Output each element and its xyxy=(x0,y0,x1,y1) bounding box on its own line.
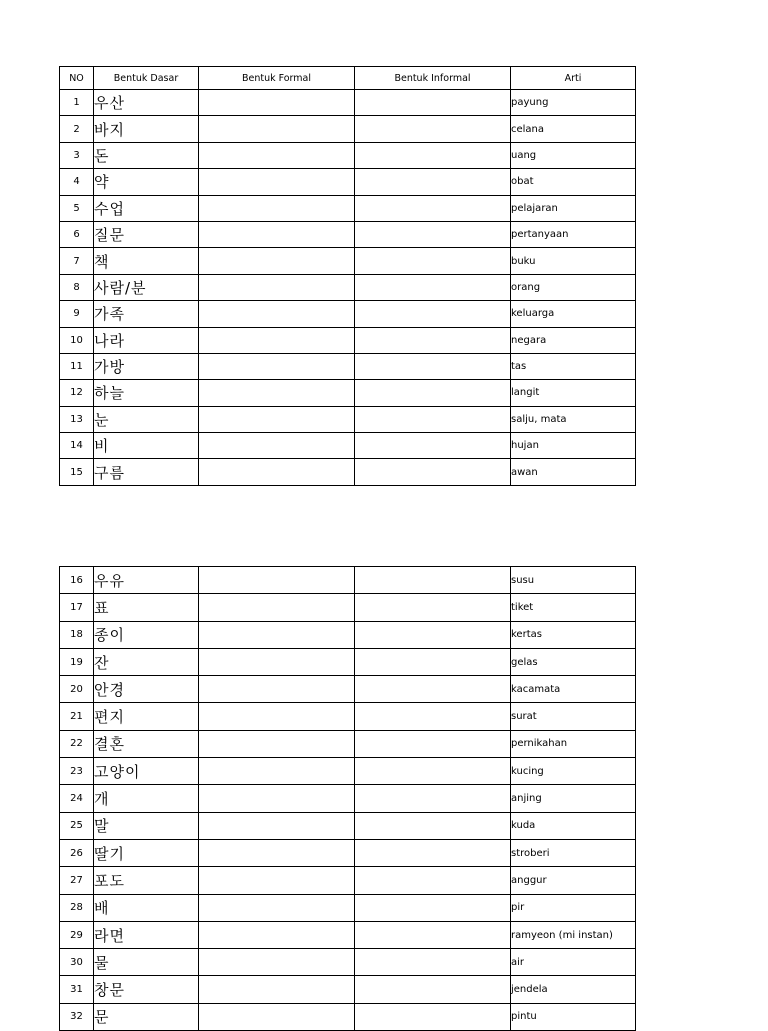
bentuk-dasar-cell: 약 xyxy=(94,169,199,195)
bentuk-informal-cell[interactable] xyxy=(355,621,511,648)
row-number: 16 xyxy=(60,567,94,594)
bentuk-informal-cell[interactable] xyxy=(355,949,511,976)
arti-cell: kucing xyxy=(511,758,636,785)
bentuk-informal-cell[interactable] xyxy=(355,867,511,894)
bentuk-formal-cell[interactable] xyxy=(199,621,355,648)
row-number: 15 xyxy=(60,459,94,485)
table-row xyxy=(60,949,636,976)
row-number: 32 xyxy=(60,1003,94,1030)
header-arti: Arti xyxy=(511,67,636,90)
row-number: 23 xyxy=(60,758,94,785)
bentuk-dasar-cell: 책 xyxy=(94,248,199,274)
arti-cell: salju, mata xyxy=(511,406,636,432)
table-row xyxy=(60,459,636,485)
bentuk-formal-cell[interactable] xyxy=(199,867,355,894)
bentuk-informal-cell[interactable] xyxy=(355,459,511,485)
table-row xyxy=(60,274,636,300)
bentuk-dasar-cell: 종이 xyxy=(94,621,199,648)
arti-cell: anjing xyxy=(511,785,636,812)
bentuk-formal-cell[interactable] xyxy=(199,1003,355,1030)
row-number: 6 xyxy=(60,221,94,247)
row-number: 21 xyxy=(60,703,94,730)
bentuk-dasar-cell: 나라 xyxy=(94,327,199,353)
bentuk-dasar-cell: 배 xyxy=(94,894,199,921)
bentuk-formal-cell[interactable] xyxy=(199,248,355,274)
arti-cell: anggur xyxy=(511,867,636,894)
row-number: 17 xyxy=(60,594,94,621)
row-number: 26 xyxy=(60,839,94,866)
row-number: 24 xyxy=(60,785,94,812)
bentuk-informal-cell[interactable] xyxy=(355,248,511,274)
row-number: 3 xyxy=(60,142,94,168)
row-number: 8 xyxy=(60,274,94,300)
table-row xyxy=(60,785,636,812)
table-header-row xyxy=(60,67,636,90)
table-row xyxy=(60,730,636,757)
table-row xyxy=(60,195,636,221)
row-number: 12 xyxy=(60,380,94,406)
row-number: 27 xyxy=(60,867,94,894)
bentuk-formal-cell[interactable] xyxy=(199,812,355,839)
arti-cell: air xyxy=(511,949,636,976)
bentuk-dasar-cell: 구름 xyxy=(94,459,199,485)
row-number: 1 xyxy=(60,90,94,116)
bentuk-dasar-cell: 고양이 xyxy=(94,758,199,785)
table-row xyxy=(60,142,636,168)
row-number: 19 xyxy=(60,648,94,675)
bentuk-dasar-cell: 눈 xyxy=(94,406,199,432)
bentuk-dasar-cell: 편지 xyxy=(94,703,199,730)
bentuk-informal-cell[interactable] xyxy=(355,785,511,812)
bentuk-dasar-cell: 가방 xyxy=(94,353,199,379)
bentuk-formal-cell[interactable] xyxy=(199,730,355,757)
bentuk-dasar-cell: 바지 xyxy=(94,116,199,142)
arti-cell: pelajaran xyxy=(511,195,636,221)
arti-cell: susu xyxy=(511,567,636,594)
arti-cell: pintu xyxy=(511,1003,636,1030)
bentuk-informal-cell[interactable] xyxy=(355,380,511,406)
arti-cell: keluarga xyxy=(511,301,636,327)
bentuk-informal-cell[interactable] xyxy=(355,594,511,621)
bentuk-dasar-cell: 하늘 xyxy=(94,380,199,406)
bentuk-dasar-cell: 질문 xyxy=(94,221,199,247)
row-number: 2 xyxy=(60,116,94,142)
bentuk-formal-cell[interactable] xyxy=(199,921,355,948)
bentuk-formal-cell[interactable] xyxy=(199,839,355,866)
bentuk-informal-cell[interactable] xyxy=(355,921,511,948)
arti-cell: pertanyaan xyxy=(511,221,636,247)
bentuk-formal-cell[interactable] xyxy=(199,949,355,976)
arti-cell: obat xyxy=(511,169,636,195)
bentuk-informal-cell[interactable] xyxy=(355,90,511,116)
bentuk-dasar-cell: 돈 xyxy=(94,142,199,168)
bentuk-informal-cell[interactable] xyxy=(355,812,511,839)
bentuk-formal-cell[interactable] xyxy=(199,301,355,327)
bentuk-formal-cell[interactable] xyxy=(199,274,355,300)
arti-cell: celana xyxy=(511,116,636,142)
bentuk-formal-cell[interactable] xyxy=(199,327,355,353)
bentuk-formal-cell[interactable] xyxy=(199,169,355,195)
bentuk-dasar-cell: 개 xyxy=(94,785,199,812)
arti-cell: kuda xyxy=(511,812,636,839)
row-number: 18 xyxy=(60,621,94,648)
arti-cell: orang xyxy=(511,274,636,300)
bentuk-formal-cell[interactable] xyxy=(199,648,355,675)
arti-cell: awan xyxy=(511,459,636,485)
table-row xyxy=(60,839,636,866)
bentuk-informal-cell[interactable] xyxy=(355,406,511,432)
bentuk-formal-cell[interactable] xyxy=(199,459,355,485)
bentuk-formal-cell[interactable] xyxy=(199,703,355,730)
table-row xyxy=(60,301,636,327)
bentuk-informal-cell[interactable] xyxy=(355,894,511,921)
table-row xyxy=(60,812,636,839)
bentuk-formal-cell[interactable] xyxy=(199,758,355,785)
bentuk-formal-cell[interactable] xyxy=(199,90,355,116)
header-bentuk-informal: Bentuk Informal xyxy=(355,67,511,90)
bentuk-informal-cell[interactable] xyxy=(355,567,511,594)
bentuk-informal-cell[interactable] xyxy=(355,142,511,168)
arti-cell: kertas xyxy=(511,621,636,648)
arti-cell: tas xyxy=(511,353,636,379)
bentuk-formal-cell[interactable] xyxy=(199,894,355,921)
table-row xyxy=(60,221,636,247)
bentuk-informal-cell[interactable] xyxy=(355,301,511,327)
table-row xyxy=(60,648,636,675)
table-row xyxy=(60,353,636,379)
header-bentuk-dasar: Bentuk Dasar xyxy=(94,67,199,90)
row-number: 31 xyxy=(60,976,94,1003)
bentuk-informal-cell[interactable] xyxy=(355,648,511,675)
arti-cell: kacamata xyxy=(511,676,636,703)
table-row xyxy=(60,867,636,894)
bentuk-informal-cell[interactable] xyxy=(355,353,511,379)
table-row xyxy=(60,676,636,703)
table-row xyxy=(60,976,636,1003)
row-number: 10 xyxy=(60,327,94,353)
table-row xyxy=(60,406,636,432)
bentuk-informal-cell[interactable] xyxy=(355,195,511,221)
arti-cell: gelas xyxy=(511,648,636,675)
row-number: 22 xyxy=(60,730,94,757)
arti-cell: payung xyxy=(511,90,636,116)
table-row xyxy=(60,703,636,730)
arti-cell: tiket xyxy=(511,594,636,621)
bentuk-dasar-cell: 라면 xyxy=(94,921,199,948)
arti-cell: jendela xyxy=(511,976,636,1003)
bentuk-informal-cell[interactable] xyxy=(355,169,511,195)
arti-cell: buku xyxy=(511,248,636,274)
table-row xyxy=(60,169,636,195)
bentuk-dasar-cell: 안경 xyxy=(94,676,199,703)
bentuk-formal-cell[interactable] xyxy=(199,406,355,432)
table-row xyxy=(60,894,636,921)
vocab-table-1 xyxy=(59,66,636,486)
table-row xyxy=(60,433,636,459)
table-row xyxy=(60,594,636,621)
arti-cell: pir xyxy=(511,894,636,921)
bentuk-informal-cell[interactable] xyxy=(355,274,511,300)
bentuk-formal-cell[interactable] xyxy=(199,116,355,142)
row-number: 11 xyxy=(60,353,94,379)
bentuk-dasar-cell: 사람/분 xyxy=(94,274,199,300)
row-number: 20 xyxy=(60,676,94,703)
bentuk-dasar-cell: 우산 xyxy=(94,90,199,116)
bentuk-informal-cell[interactable] xyxy=(355,433,511,459)
row-number: 25 xyxy=(60,812,94,839)
bentuk-formal-cell[interactable] xyxy=(199,785,355,812)
bentuk-formal-cell[interactable] xyxy=(199,353,355,379)
bentuk-dasar-cell: 수업 xyxy=(94,195,199,221)
bentuk-formal-cell[interactable] xyxy=(199,567,355,594)
table-row xyxy=(60,116,636,142)
vocab-table-2 xyxy=(59,566,636,1031)
bentuk-dasar-cell: 비 xyxy=(94,433,199,459)
table-row xyxy=(60,1003,636,1030)
bentuk-dasar-cell: 결혼 xyxy=(94,730,199,757)
bentuk-dasar-cell: 딸기 xyxy=(94,839,199,866)
table-row xyxy=(60,380,636,406)
bentuk-informal-cell[interactable] xyxy=(355,839,511,866)
row-number: 4 xyxy=(60,169,94,195)
arti-cell: surat xyxy=(511,703,636,730)
bentuk-formal-cell[interactable] xyxy=(199,976,355,1003)
bentuk-informal-cell[interactable] xyxy=(355,327,511,353)
row-number: 14 xyxy=(60,433,94,459)
bentuk-dasar-cell: 물 xyxy=(94,949,199,976)
table-row xyxy=(60,758,636,785)
bentuk-formal-cell[interactable] xyxy=(199,142,355,168)
header-bentuk-formal: Bentuk Formal xyxy=(199,67,355,90)
table-row xyxy=(60,921,636,948)
bentuk-dasar-cell: 말 xyxy=(94,812,199,839)
row-number: 28 xyxy=(60,894,94,921)
arti-cell: pernikahan xyxy=(511,730,636,757)
bentuk-dasar-cell: 문 xyxy=(94,1003,199,1030)
row-number: 7 xyxy=(60,248,94,274)
bentuk-informal-cell[interactable] xyxy=(355,730,511,757)
bentuk-formal-cell[interactable] xyxy=(199,594,355,621)
arti-cell: stroberi xyxy=(511,839,636,866)
bentuk-dasar-cell: 우유 xyxy=(94,567,199,594)
bentuk-formal-cell[interactable] xyxy=(199,221,355,247)
bentuk-informal-cell[interactable] xyxy=(355,1003,511,1030)
arti-cell: langit xyxy=(511,380,636,406)
bentuk-formal-cell[interactable] xyxy=(199,676,355,703)
bentuk-dasar-cell: 표 xyxy=(94,594,199,621)
table-row xyxy=(60,621,636,648)
row-number: 13 xyxy=(60,406,94,432)
bentuk-informal-cell[interactable] xyxy=(355,676,511,703)
bentuk-dasar-cell: 가족 xyxy=(94,301,199,327)
header-no: NO xyxy=(60,67,94,90)
table-row xyxy=(60,90,636,116)
bentuk-informal-cell[interactable] xyxy=(355,221,511,247)
bentuk-informal-cell[interactable] xyxy=(355,116,511,142)
arti-cell: negara xyxy=(511,327,636,353)
arti-cell: uang xyxy=(511,142,636,168)
arti-cell: hujan xyxy=(511,433,636,459)
table-row xyxy=(60,567,636,594)
bentuk-formal-cell[interactable] xyxy=(199,380,355,406)
bentuk-formal-cell[interactable] xyxy=(199,195,355,221)
bentuk-informal-cell[interactable] xyxy=(355,758,511,785)
row-number: 29 xyxy=(60,921,94,948)
bentuk-informal-cell[interactable] xyxy=(355,976,511,1003)
row-number: 9 xyxy=(60,301,94,327)
bentuk-formal-cell[interactable] xyxy=(199,433,355,459)
table-row xyxy=(60,327,636,353)
bentuk-dasar-cell: 포도 xyxy=(94,867,199,894)
bentuk-dasar-cell: 잔 xyxy=(94,648,199,675)
arti-cell: ramyeon (mi instan) xyxy=(511,921,636,948)
bentuk-informal-cell[interactable] xyxy=(355,703,511,730)
bentuk-dasar-cell: 창문 xyxy=(94,976,199,1003)
table-row xyxy=(60,248,636,274)
row-number: 5 xyxy=(60,195,94,221)
row-number: 30 xyxy=(60,949,94,976)
